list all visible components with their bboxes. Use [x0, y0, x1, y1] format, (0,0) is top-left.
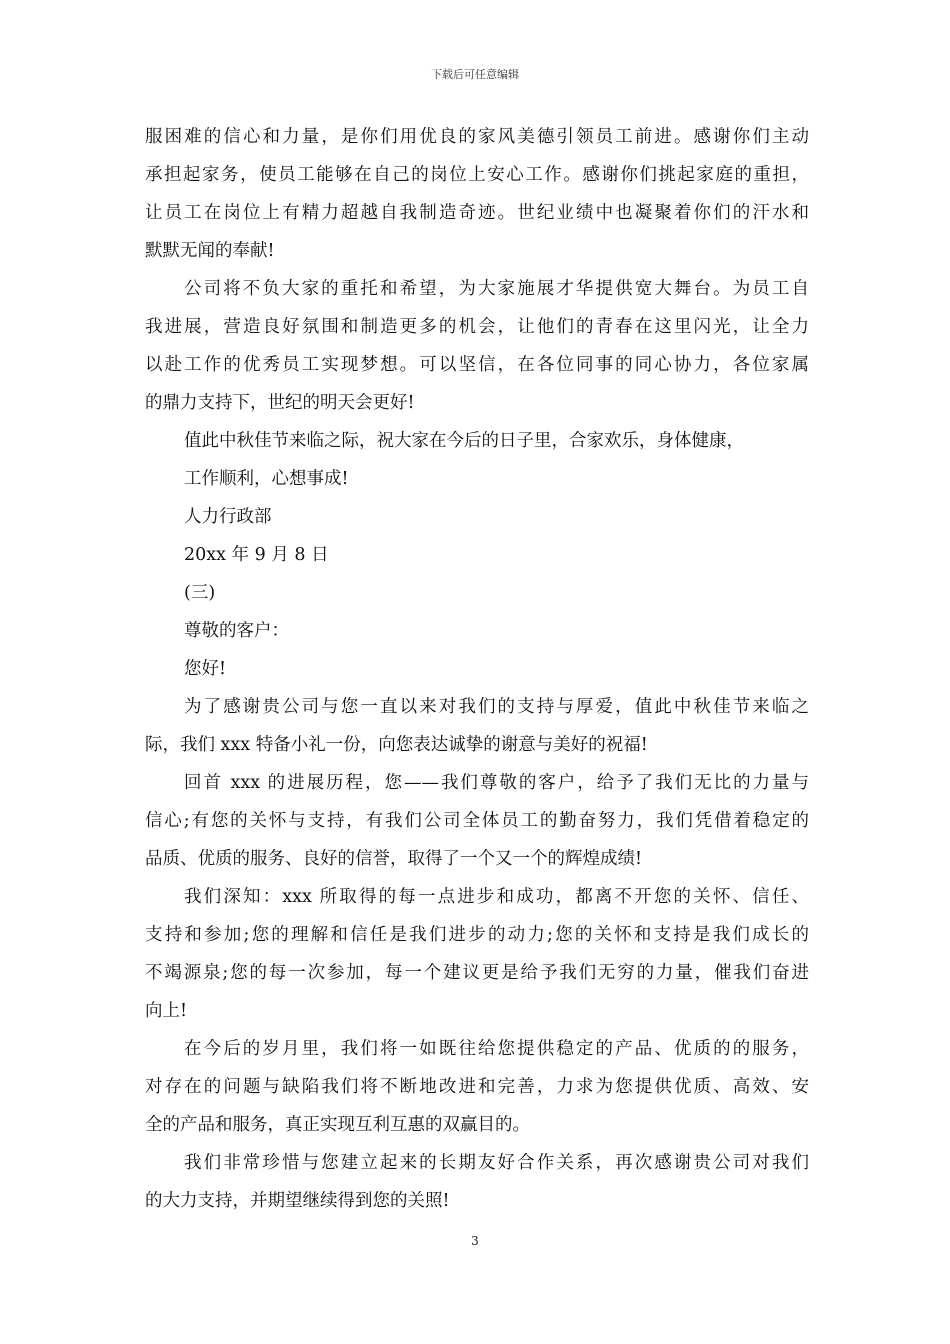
- text-line: 为了感谢贵公司与您一直以来对我们的支持与厚爱，值此中秋佳节来临之: [184, 697, 809, 717]
- text-line: 支持和参加;您的理解和信任是我们进步的动力;您的关怀和支持是我们成长的: [145, 925, 809, 945]
- text-line: 让员工在岗位上有精力超越自我制造奇迹。世纪业绩中也凝聚着你们的汗水和: [145, 203, 809, 223]
- text-line: 尊敬的客户：: [184, 621, 289, 641]
- text-line: 向上!: [145, 1001, 188, 1021]
- text-line: 我们深知：xxx 所取得的每一点进步和成功，都离不开您的关怀、信任、: [184, 887, 809, 907]
- text-line: 的大力支持，并期望继续得到您的关照!: [145, 1191, 450, 1211]
- text-line: 回首 xxx 的进展历程，您——我们尊敬的客户，给予了我们无比的力量与: [184, 773, 809, 793]
- text-line: 我进展，营造良好氛围和制造更多的机会，让他们的青春在这里闪光，让全力: [145, 317, 809, 337]
- text-line: 服困难的信心和力量，是你们用优良的家风美德引领员工前进。感谢你们主动: [145, 127, 809, 147]
- text-line: 公司将不负大家的重托和希望，为大家施展才华提供宽大舞台。为员工自: [184, 279, 809, 299]
- text-line: 人力行政部: [184, 507, 272, 527]
- text-line: 的鼎力支持下，世纪的明天会更好!: [145, 393, 415, 413]
- text-line: 品质、优质的服务、良好的信誉，取得了一个又一个的辉煌成绩!: [145, 849, 643, 869]
- text-line: 工作顺利，心想事成!: [184, 469, 349, 489]
- page-number: 3: [471, 1234, 479, 1248]
- text-line: 您好!: [184, 659, 227, 679]
- text-line: 对存在的问题与缺陷我们将不断地改进和完善，力求为您提供优质、高效、安: [145, 1077, 809, 1097]
- text-line: 以赴工作的优秀员工实现梦想。可以坚信，在各位同事的同心协力，各位家属: [145, 355, 809, 375]
- text-line: 在今后的岁月里，我们将一如既往给您提供稳定的产品、优质的的服务，: [184, 1039, 809, 1059]
- text-line: 信心;有您的关怀与支持，有我们公司全体员工的勤奋努力，我们凭借着稳定的: [145, 811, 809, 831]
- text-line: (三): [184, 583, 216, 603]
- text-line: 20xx 年 9 月 8 日: [184, 545, 329, 565]
- text-line: 全的产品和服务，真正实现互利互惠的双赢目的。: [145, 1115, 530, 1135]
- text-line: 默默无闻的奉献!: [145, 241, 275, 261]
- page-header: 下载后可任意编辑: [431, 68, 519, 81]
- text-line: 承担起家务，使员工能够在自己的岗位上安心工作。感谢你们挑起家庭的重担，: [145, 165, 809, 185]
- document-body: [145, 118, 809, 1220]
- text-line: 值此中秋佳节来临之际，祝大家在今后的日子里，合家欢乐，身体健康，: [184, 431, 744, 451]
- text-line: 不竭源泉;您的每一次参加，每一个建议更是给予我们无穷的力量，催我们奋进: [145, 963, 809, 983]
- text-line: 际，我们 xxx 特备小礼一份，向您表达诚挚的谢意与美好的祝福!: [145, 735, 648, 755]
- text-line: 我们非常珍惜与您建立起来的长期友好合作关系，再次感谢贵公司对我们: [184, 1153, 809, 1173]
